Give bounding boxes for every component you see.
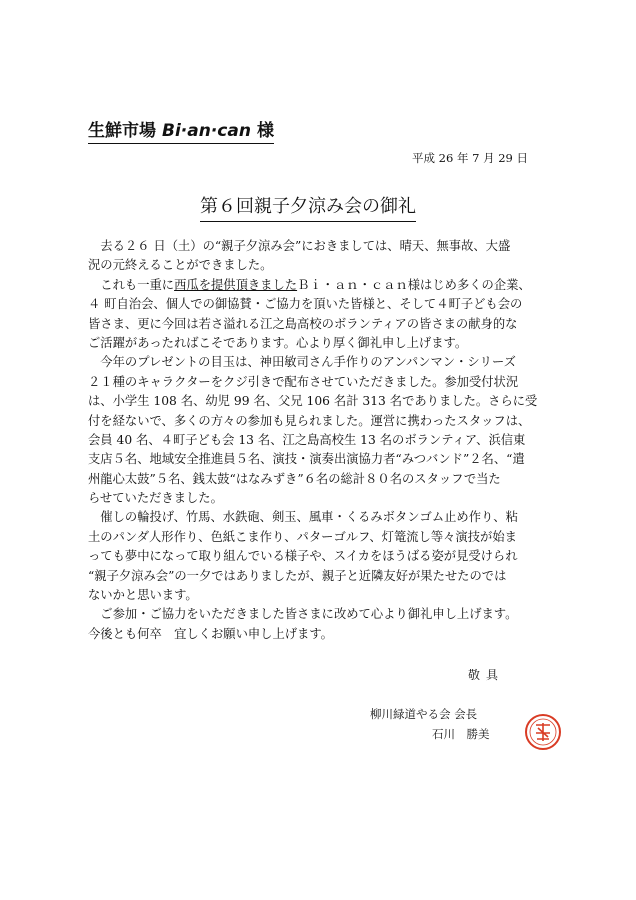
body-line: ないかと思います。 [88,588,198,603]
body-line: らせていただきました。 [88,491,223,506]
body-line: ４ 町自治会、個人での御協賛・ご協力を頂いた皆様と、そして４町子ども会の [88,297,523,312]
recipient-suffix: 様 [256,121,274,141]
recipient-heading [88,116,274,144]
letter-date: 平成 26 年 7 月 29 日 [412,151,529,165]
body-line: 支店５名、地域安全推進員５名、演技・演奏出演協力者“みつバンド”２名、“遣 [88,452,525,467]
body-line: 今後とも何卒 宜しくお願い申し上げます。 [88,626,333,641]
body-line: っても夢中になって取り組んでいる様子や、スイカをほうばる姿が見受けられ [88,549,518,564]
body-line: は、小学生 108 名、幼児 99 名、父兄 106 名計 313 名でありました。さらに受 [88,394,538,409]
body-line: 付を経ないで、多くの方々の参加も見られました。運営に携わったスタッフは、 [88,413,531,428]
body-text: これも一重に [88,277,175,292]
body-line: 去る２６ 日（土）の“親子夕涼み会”におきましては、晴天、無事故、大盛 [88,239,511,253]
recipient-prefix: 生鮮市場 [88,121,156,141]
body-line: 皆さま、更に今回は若さ溢れる江之島高校のボランティアの皆さまの献身的な [88,316,518,331]
closing-word: 敬具 [468,668,505,682]
signature-org: 柳川緑道やる会 会長 [370,707,478,721]
body-line: 土のパンダ人形作り、色紙こま作り、パターゴルフ、灯篭流し等々演技が始ま [88,529,517,544]
body-text: Ｂｉ・ａｎ・ｃａｎ様はじめ多くの企業、 [297,277,531,292]
letter-title: 第６回親子夕涼み会の御礼 [200,192,416,222]
underlined-text: 西瓜を提供頂きました [174,277,298,292]
body-line: 況の元終えることができました。 [88,258,273,273]
signature-name: 石川 勝美 [432,727,490,741]
body-line: 今年のプレゼントの目玉は、神田敏司さん手作りのアンパンマン・シリーズ [88,355,516,370]
body-line: 州龍心太鼓”５名、銭太鼓“はなみずき”６名の総計８０名のスタッフで当た [88,471,501,486]
letter-body [88,237,558,644]
body-line: ご活躍があったればこそであります。心より厚く御礼申し上げます。 [88,335,468,350]
body-line: 会員 40 名、４町子ども会 13 名、江之島高校生 13 名のボランティア、浜信東 [88,432,526,447]
body-line: ２１種のキャラクターをクジ引きで配布させていただきました。参加受付状況 [88,374,519,389]
body-line: 催しの輪投げ、竹馬、水鉄砲、剣玉、風車・くるみボタンゴム止め作り、粘 [88,510,518,525]
recipient-brand: Bi·an·can [162,121,251,141]
body-line: “親子夕涼み会”の一夕ではありましたが、親子と近隣友好が果たせたのでは [88,568,507,583]
body-line: ご参加・ご協力をいただきました皆さまに改めて心より御礼申し上げます。 [88,607,518,622]
body-line [88,276,558,295]
hanko-seal-icon [524,713,562,751]
